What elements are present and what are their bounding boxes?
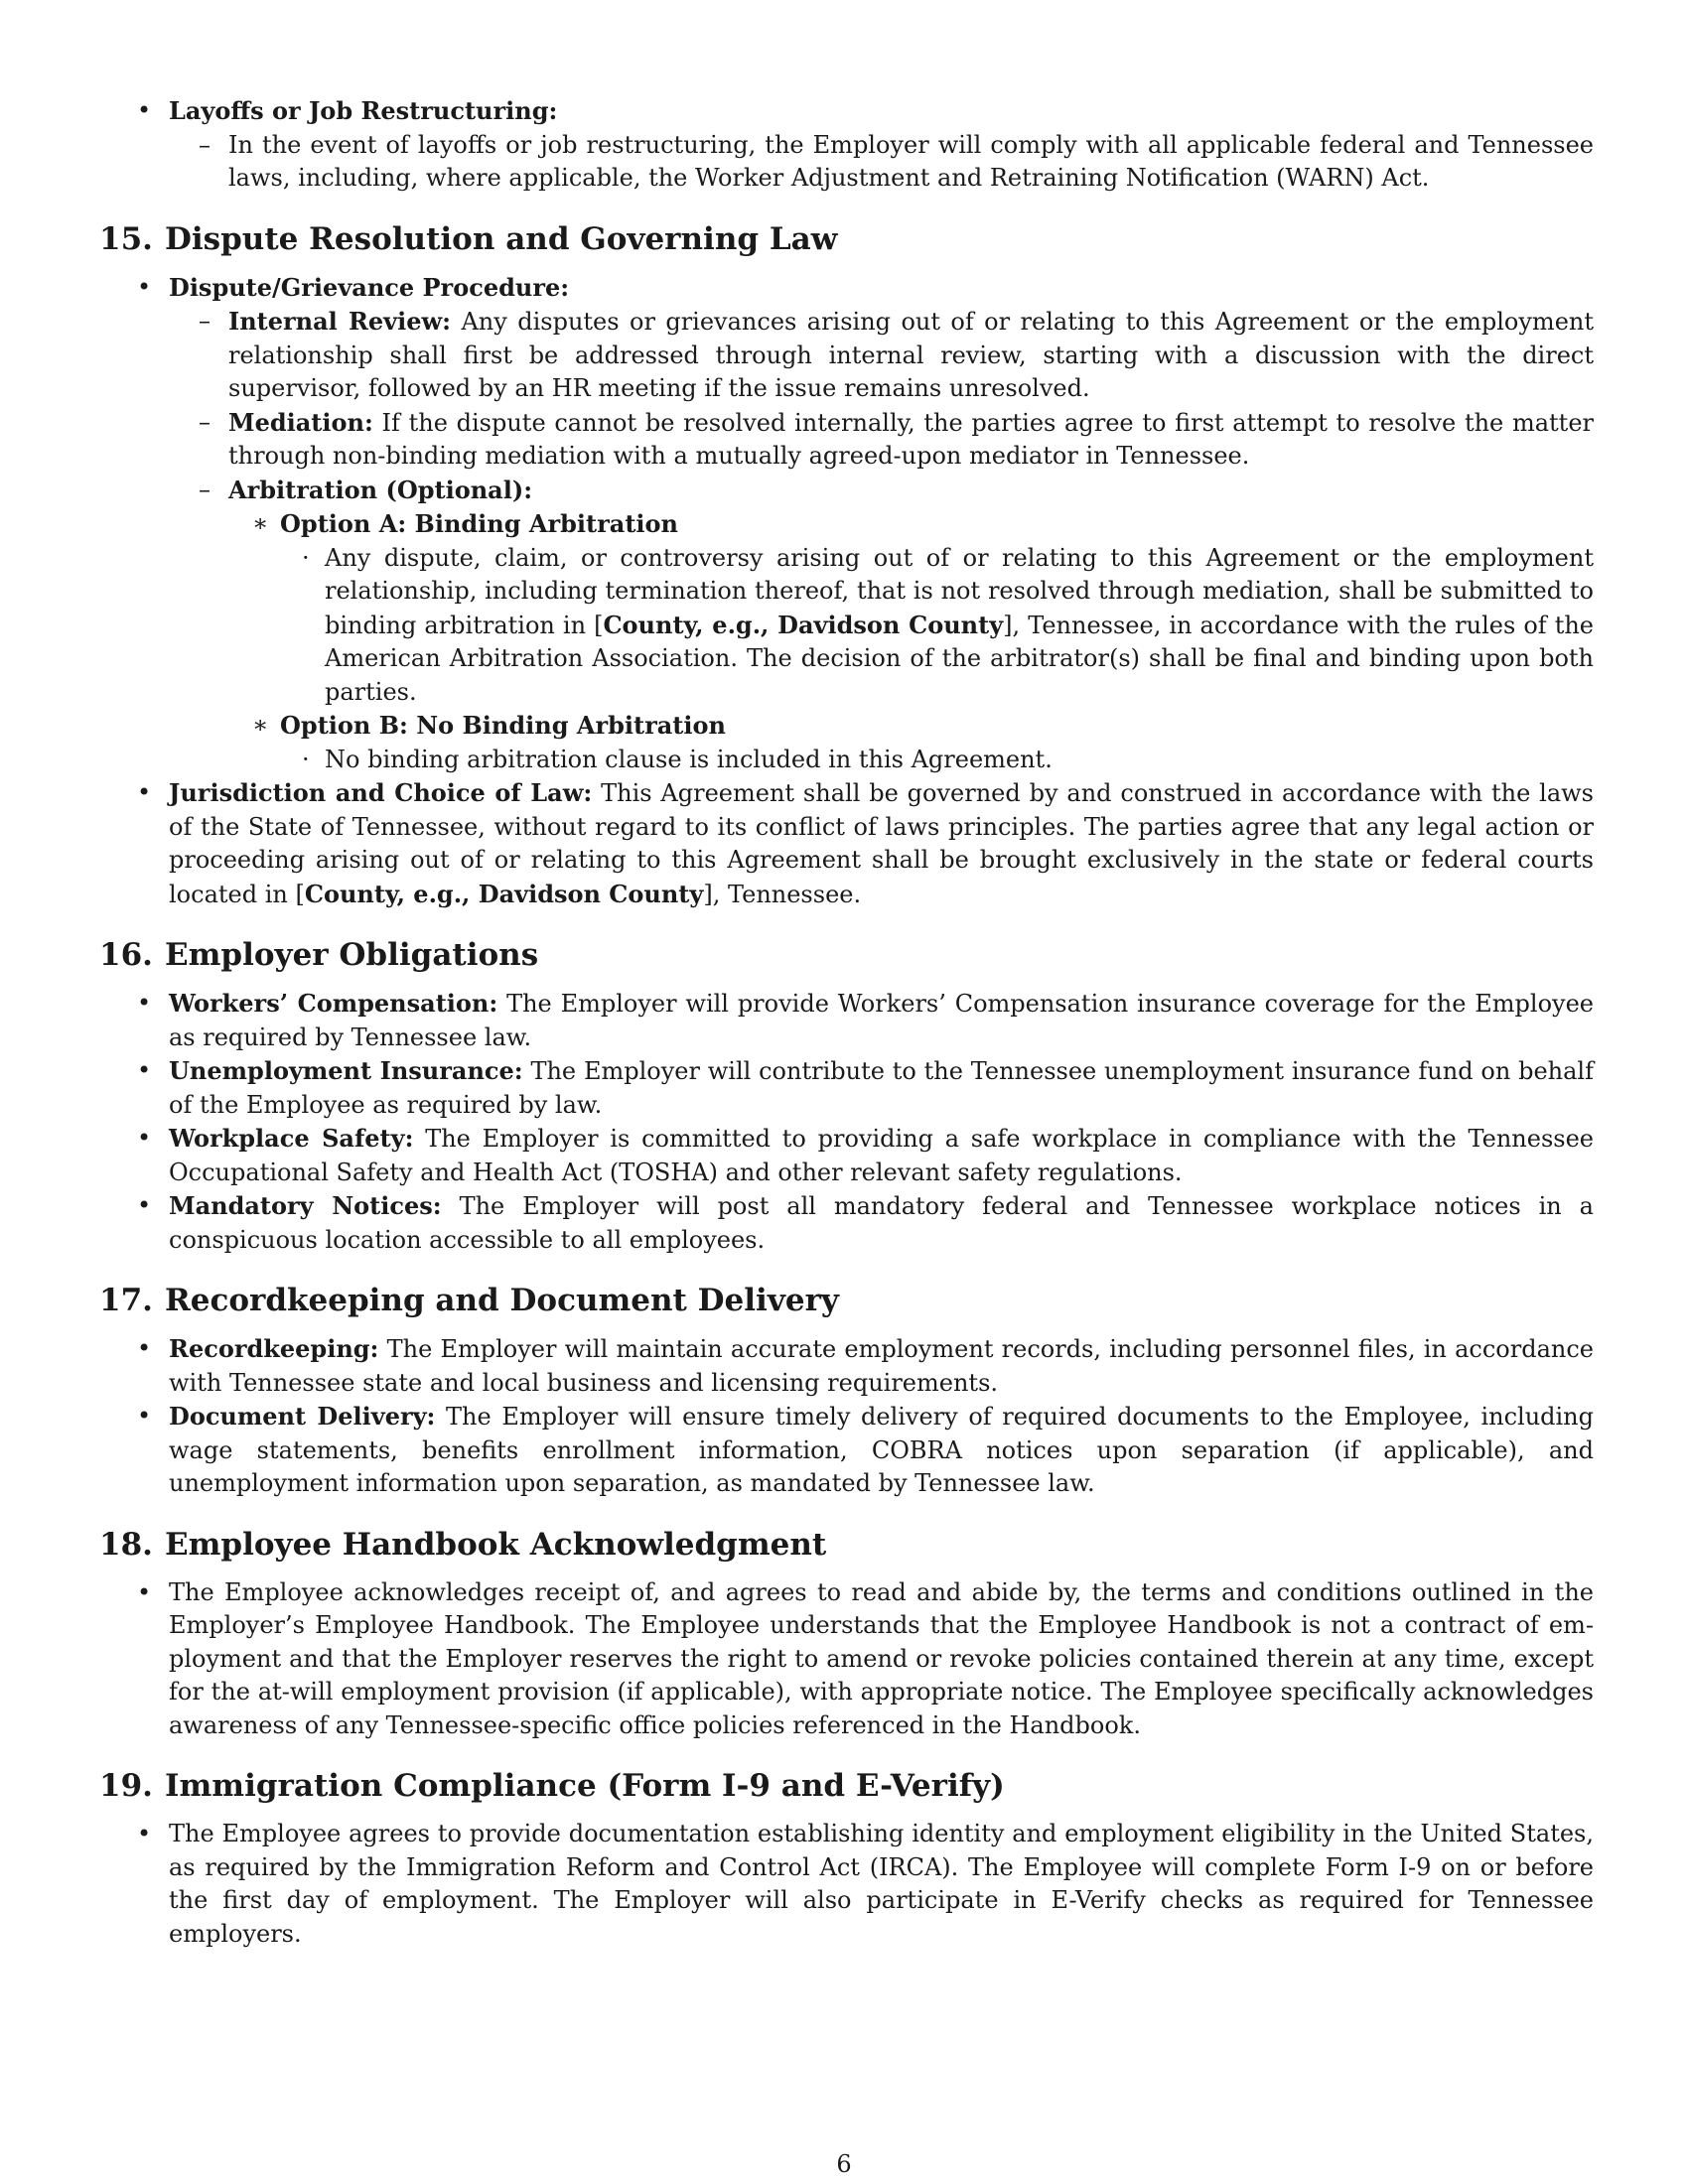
- bullet-icon: •: [137, 96, 152, 124]
- layoffs-text: In the event of layoffs or job restructuring, the Employer will comply with all applicable federal and Tennessee laws, including, where applicable, the Worker Adjustment and Retraining Notification (WARN) Act.: [228, 130, 1594, 192]
- dash-icon: –: [199, 407, 211, 436]
- section-19-number: 19.: [99, 1768, 153, 1804]
- option-b-detail: [280, 744, 1594, 777]
- bullet-icon: •: [137, 1820, 152, 1847]
- list-item: [99, 1122, 1594, 1189]
- list-item: [99, 987, 1594, 1054]
- jurisdiction-text-1: This Agreement shall be governed by and construed in accordance with the laws of the State of Tennessee, without regard to its conflict of laws principles. The parties agree that any legal action or proceeding arising out of or relating to this Agreement shall be brought exclusively in the state or federal courts located in [: [169, 779, 1594, 908]
- section-16-title: Employer Obligations: [165, 937, 539, 973]
- section-19-title: Immigration Compliance (Form I-9 and E-Verify): [165, 1768, 1005, 1804]
- bullet-icon: •: [137, 1334, 152, 1362]
- item-text: The Employer will provide Workers’ Compensation insurance coverage for the Employee as required by Tennessee law.: [169, 990, 1594, 1051]
- layoffs-title: Layoffs or Job Restructuring:: [169, 96, 558, 125]
- document-page: [99, 94, 1594, 1951]
- jurisdiction-text-2: ], Tennessee.: [703, 880, 862, 908]
- bullet-icon: •: [137, 1191, 152, 1219]
- section-16-heading: [99, 935, 1594, 975]
- bullet-icon: •: [137, 1402, 152, 1430]
- mediation-label: Mediation:: [228, 407, 373, 437]
- section-18-title: Employee Handbook Acknowledgment: [165, 1526, 827, 1563]
- bullet-icon: •: [137, 989, 152, 1017]
- item-label: Recordkeeping:: [169, 1334, 379, 1363]
- section-17-title: Recordkeeping and Document Delivery: [165, 1283, 839, 1318]
- bullet-icon: •: [137, 1056, 152, 1084]
- grievance-item: [99, 271, 1594, 777]
- list-item: [99, 1818, 1594, 1951]
- option-a-county: County, e.g., Davidson County: [603, 610, 1004, 639]
- option-a-label: Option A: Binding Arbitration: [280, 509, 678, 538]
- jurisdiction-label: Jurisdiction and Choice of Law:: [169, 778, 593, 807]
- page-number: 6: [836, 2150, 852, 2178]
- option-b-text: No binding arbitration clause is included in this Agreement.: [325, 745, 1053, 773]
- list-item: [99, 1576, 1594, 1743]
- section-16-list: [99, 987, 1594, 1257]
- option-b-sublist: [280, 744, 1594, 777]
- list-item: [99, 1400, 1594, 1501]
- item-text: The Employer will maintain accurate employment records, including personnel files, in accordance with Tennessee state and local business and licensing requirements.: [169, 1335, 1594, 1397]
- option-b-label: Option B: No Binding Arbitration: [280, 711, 726, 740]
- item-text: The Employer will post all mandatory federal and Tennessee workplace notices in a conspicuous location accessible to all employees.: [169, 1192, 1594, 1254]
- bullet-icon: •: [137, 1577, 152, 1606]
- grievance-title: Dispute/Grievance Procedure:: [169, 272, 570, 302]
- option-a-item: [228, 507, 1594, 709]
- section-19-list: [99, 1818, 1594, 1951]
- section-15-list: [99, 271, 1594, 912]
- jurisdiction-item: [99, 776, 1594, 911]
- item-label: Mandatory Notices:: [169, 1191, 442, 1220]
- asterisk-icon: ∗: [252, 509, 269, 537]
- section-16-number: 16.: [99, 937, 153, 973]
- grievance-sublist: [169, 305, 1594, 776]
- internal-review-text: Any disputes or grievances arising out of or relating to this Agreement or the employment relationship shall first be addressed through internal review, starting with a discussion with the direct supervisor, followed by an HR meeting if the issue remains unresolved.: [228, 308, 1594, 402]
- layoffs-subitem: [169, 129, 1594, 196]
- bullet-icon: •: [137, 778, 152, 806]
- internal-review-item: [169, 305, 1594, 406]
- layoffs-list: [99, 94, 1594, 196]
- layoffs-item: [99, 94, 1594, 196]
- item-text: The Employer will ensure timely delivery of required documents to the Employee, including wage statements, benefits enrollment information, COBRA notices upon separation (if applicable), and unemployment information upon separation, as mandated by Tennessee law.: [169, 1403, 1595, 1497]
- option-a-text-1: Any dispute, claim, or controversy arising out of or relating to this Agreement or the employment relationship, including termination thereof, that is not resolved through mediation, shall be submitted to binding arbitration in [: [325, 543, 1594, 639]
- option-a-sublist: [280, 542, 1594, 710]
- layoffs-sublist: [169, 129, 1594, 196]
- dash-icon: –: [199, 475, 211, 503]
- internal-review-label: Internal Review:: [228, 307, 452, 336]
- section-18-heading: [99, 1525, 1594, 1565]
- section-17-heading: [99, 1281, 1594, 1320]
- section-15-heading: [99, 219, 1594, 259]
- list-item: [99, 1189, 1594, 1257]
- dot-icon: ·: [302, 543, 310, 572]
- item-label: Document Delivery:: [169, 1402, 436, 1431]
- option-a-text-2: ], Tennessee, in accordance with the rules of the American Arbitration Association. The decision of the arbitrator(s) shall be final and binding upon both parties.: [325, 611, 1595, 706]
- list-item: [99, 1332, 1594, 1400]
- asterisk-icon: ∗: [252, 711, 269, 739]
- dash-icon: –: [199, 307, 211, 335]
- immigration-text: The Employee agrees to provide documentation establishing identity and employment eligibility in the United States, as required by the Immigration Reform and Control Act (IRCA). The Employee will complete Form I-9 on or before the first day of employment. The Employer will also participate in E-Verify checks as required for Tennessee employers.: [169, 1820, 1594, 1948]
- option-b-item: [228, 709, 1594, 776]
- item-label: Unemployment Insurance:: [169, 1056, 523, 1085]
- bullet-icon: •: [137, 272, 152, 301]
- section-19-heading: [99, 1766, 1594, 1806]
- arbitration-options: [228, 507, 1594, 776]
- section-17-number: 17.: [99, 1283, 153, 1318]
- section-18-list: [99, 1576, 1594, 1743]
- mediation-text: If the dispute cannot be resolved internally, the parties agree to first attempt to resolve the matter through non-binding mediation with a mutually agreed-upon mediator in Tennessee.: [228, 408, 1594, 470]
- option-a-detail: [280, 542, 1594, 710]
- handbook-text: The Employee acknowledges receipt of, and agrees to read and abide by, the terms and conditions outlined in the Employer’s Employee Handbook. The Employee understands that the Employee Handbook is not a contract of employment and that the Employer reserves the right to amend or revoke policies contained therein at any time, except for the at-will employment provision (if applicable), with appropriate notice. The Employee specifically acknowledges awareness of any Tennessee-specific office policies referenced in the Handbook.: [169, 1577, 1594, 1739]
- dash-icon: –: [199, 130, 211, 159]
- item-label: Workplace Safety:: [169, 1124, 414, 1153]
- mediation-item: [169, 406, 1594, 474]
- bullet-icon: •: [137, 1124, 152, 1152]
- arbitration-item: [169, 474, 1594, 777]
- section-18-number: 18.: [99, 1526, 153, 1563]
- jurisdiction-county: County, e.g., Davidson County: [304, 879, 704, 908]
- item-label: Workers’ Compensation:: [169, 989, 498, 1018]
- section-15-number: 15.: [99, 220, 153, 257]
- item-text: The Employer is committed to providing a safe workplace in compliance with the Tennessee Occupational Safety and Health Act (TOSHA) and other relevant safety regulations.: [169, 1125, 1594, 1186]
- list-item: [99, 1054, 1594, 1122]
- section-15-title: Dispute Resolution and Governing Law: [165, 220, 838, 257]
- arbitration-label: Arbitration (Optional):: [228, 475, 533, 504]
- section-17-list: [99, 1332, 1594, 1501]
- dot-icon: ·: [302, 745, 310, 773]
- item-text: The Employer will contribute to the Tennessee unemployment insurance fund on behalf of the Employee as required by law.: [169, 1057, 1594, 1119]
